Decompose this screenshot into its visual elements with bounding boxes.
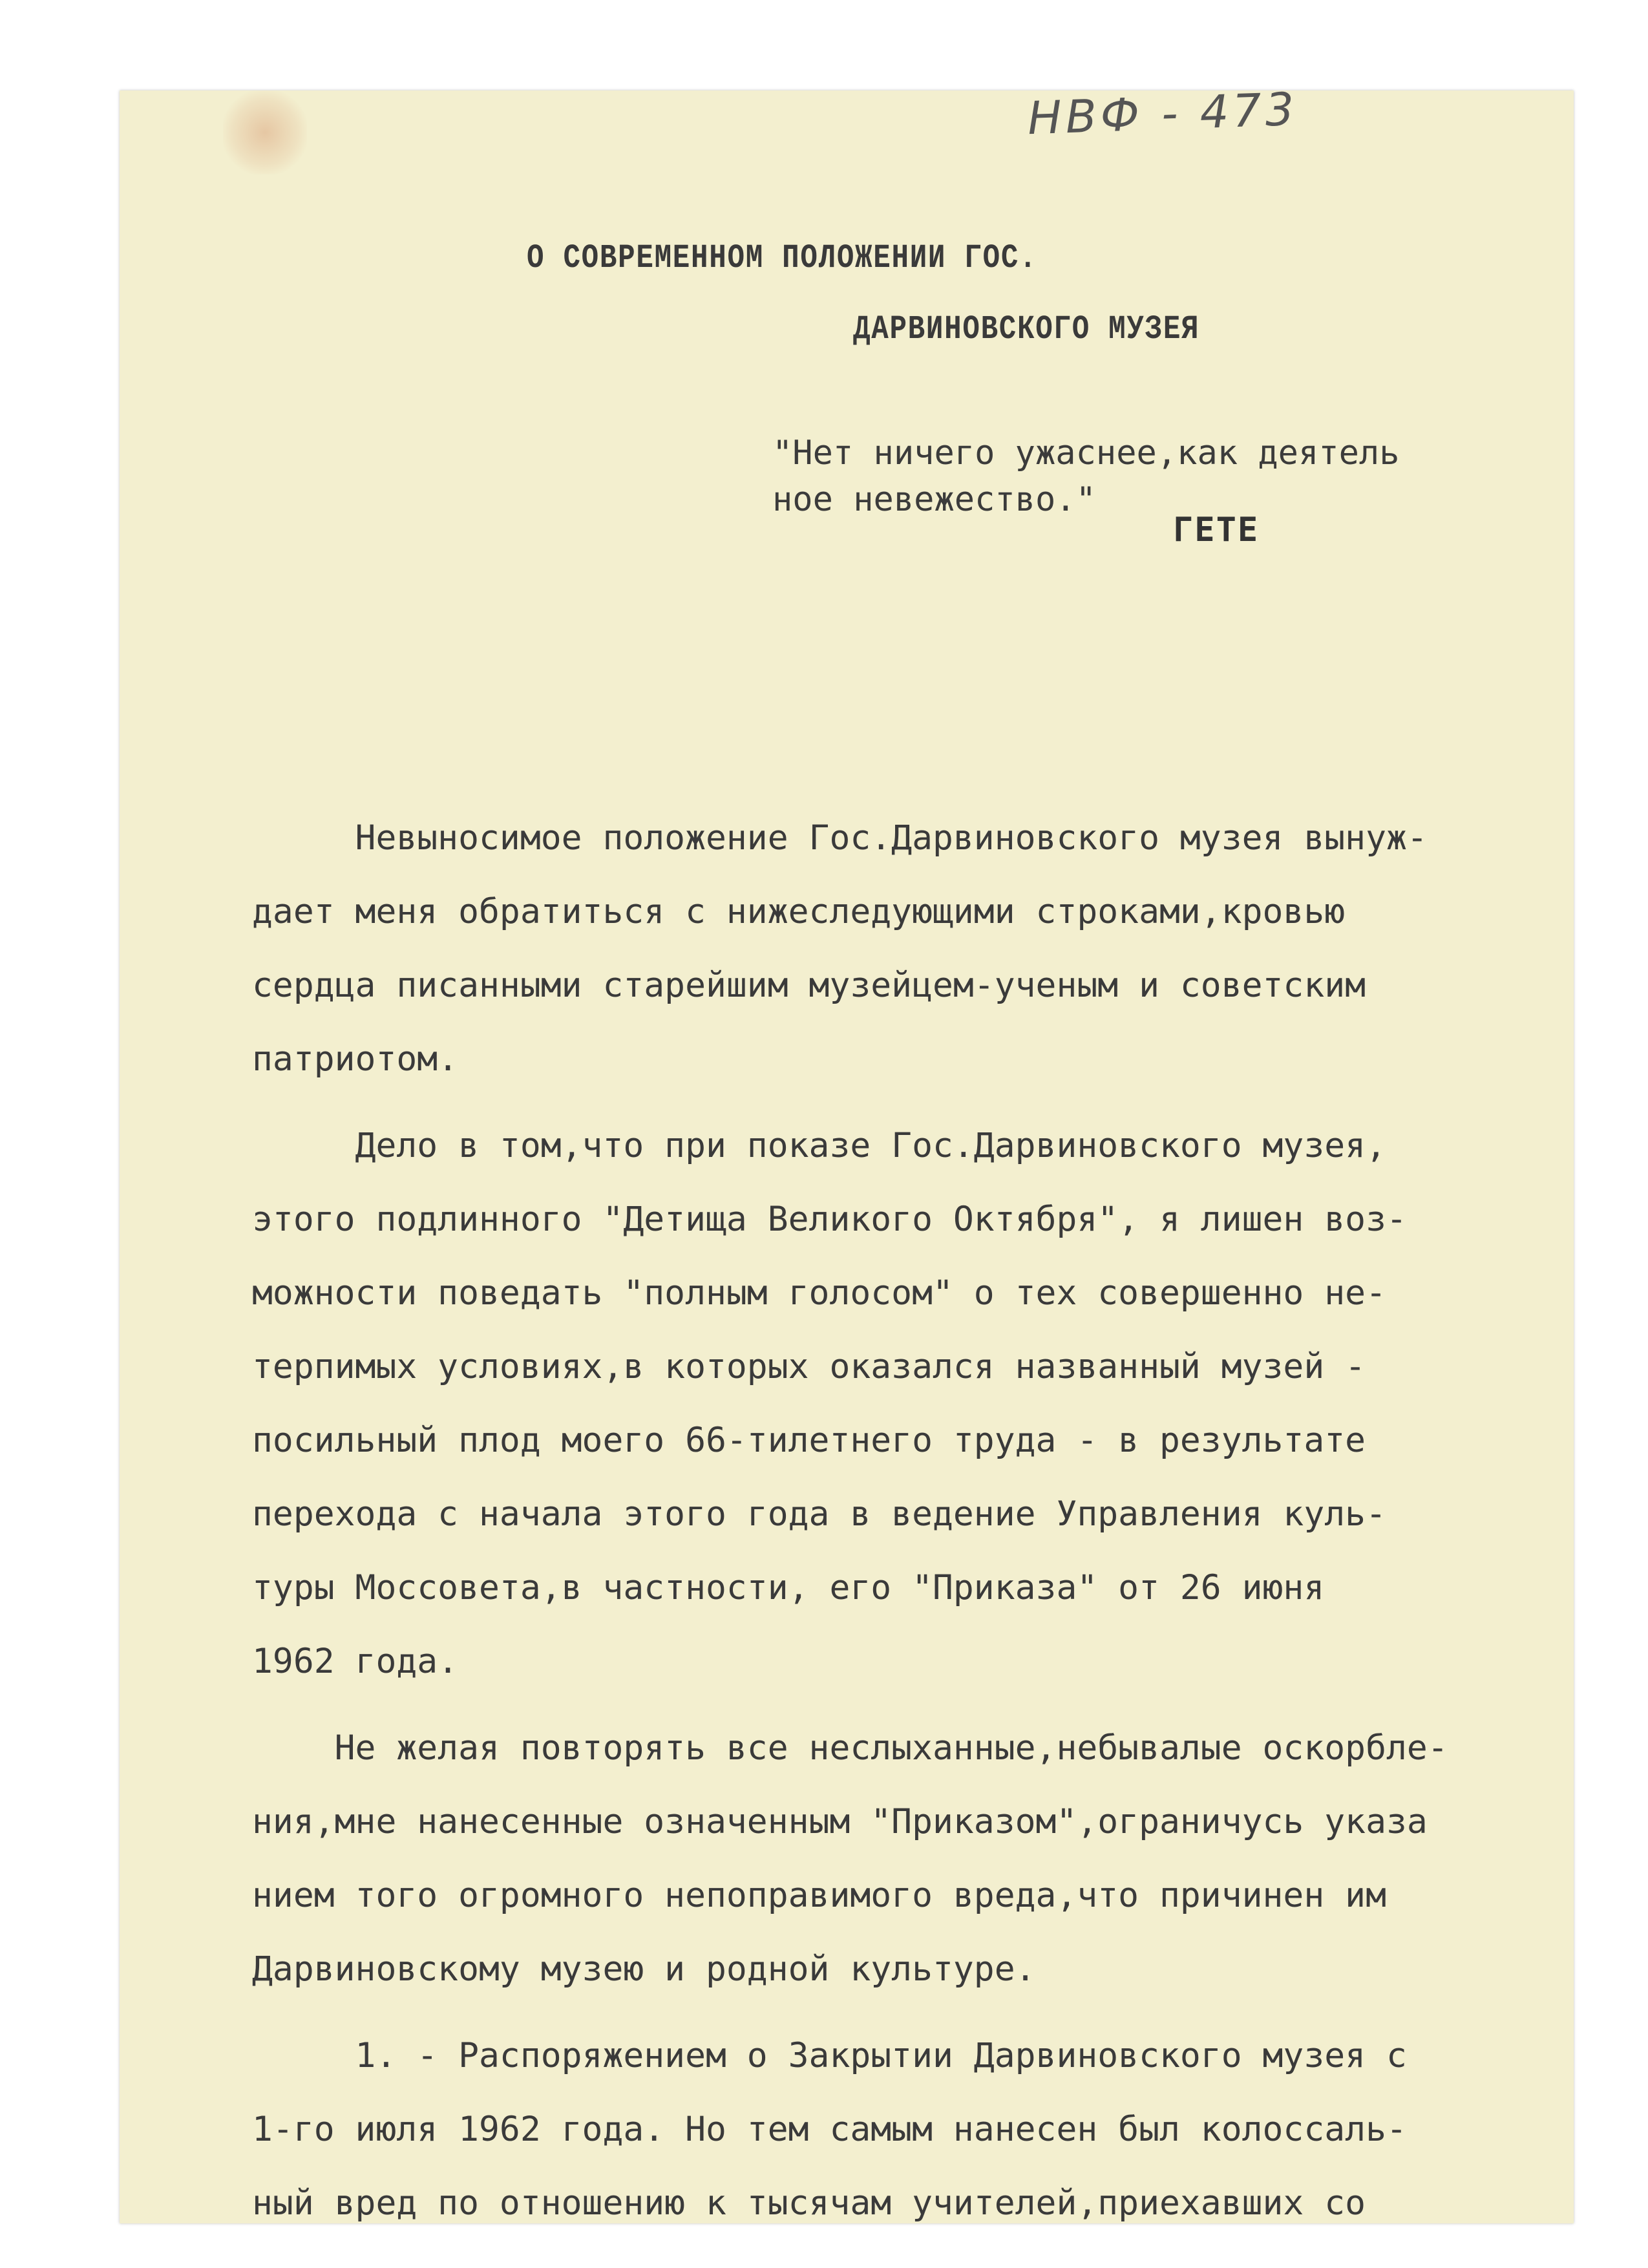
document-body	[252, 801, 1558, 2240]
text-line: Не желая повторять все неслыханные,небывалые оскорбле-	[252, 1728, 1448, 1768]
text-line: ный вред по отношению к тысячам учителей,приехавших со	[252, 2183, 1366, 2223]
paragraph-gap	[252, 1699, 1558, 1712]
text-line: 1962 года.	[252, 1642, 459, 1681]
text-line: Невыносимое положение Гос.Дарвиновского музея вынуж-	[252, 818, 1428, 858]
epigraph-quote	[772, 430, 1400, 523]
epigraph-line-1: "Нет ничего ужаснее,как деятель	[772, 434, 1400, 472]
paragraph	[252, 1109, 1558, 1699]
text-line: этого подлинного "Детища Великого Октября", я лишен воз-	[252, 1200, 1407, 1239]
text-line: патриотом.	[252, 1039, 459, 1079]
epigraph-author: ГЕТЕ	[1173, 511, 1260, 549]
text-line: терпимых условиях,в которых оказался названный музей -	[252, 1347, 1366, 1386]
paper-stain	[223, 90, 307, 175]
text-line: посильный плод моего 66-тилетнего труда - в результате	[252, 1421, 1366, 1460]
paragraph-gap	[252, 1096, 1558, 1109]
archive-number-mark: НВФ - 473	[1026, 82, 1299, 145]
document-title-line-2: ДАРВИНОВСКОГО МУЗЕЯ	[853, 310, 1200, 348]
text-line: перехода с начала этого года в ведение Управления куль-	[252, 1494, 1386, 1534]
text-line: нием того огромного непоправимого вреда,что причинен им	[252, 1876, 1386, 1915]
text-line: туры Моссовета,в частности, его "Приказа" от 26 июня	[252, 1568, 1325, 1607]
text-line: Дарвиновскому музею и родной культуре.	[252, 1949, 1036, 1989]
paragraph	[252, 2019, 1558, 2240]
text-line: Дело в том,что при показе Гос.Дарвиновского музея,	[252, 1126, 1386, 1165]
text-line: 1. - Распоряжением о Закрытии Дарвиновского музея с	[252, 2036, 1407, 2075]
epigraph-line-2: ное невежество."	[772, 480, 1096, 519]
document-title-line-1: О СОВРЕМЕННОМ ПОЛОЖЕНИИ ГОС.	[527, 239, 1038, 277]
paragraph-gap	[252, 2006, 1558, 2019]
paragraph	[252, 1712, 1558, 2006]
text-line: 1-го июля 1962 года. Но тем самым нанесен был колоссаль-	[252, 2110, 1407, 2149]
text-line: можности поведать "полным голосом" о тех совершенно не-	[252, 1273, 1386, 1313]
text-line: дает меня обратиться с нижеследующими строками,кровью	[252, 892, 1346, 931]
text-line: ния,мне нанесенные означенным "Приказом",ограничусь указа	[252, 1802, 1428, 1841]
text-line: сердца писанными старейшим музейцем-ученым и советским	[252, 966, 1366, 1005]
paragraph	[252, 801, 1558, 1096]
